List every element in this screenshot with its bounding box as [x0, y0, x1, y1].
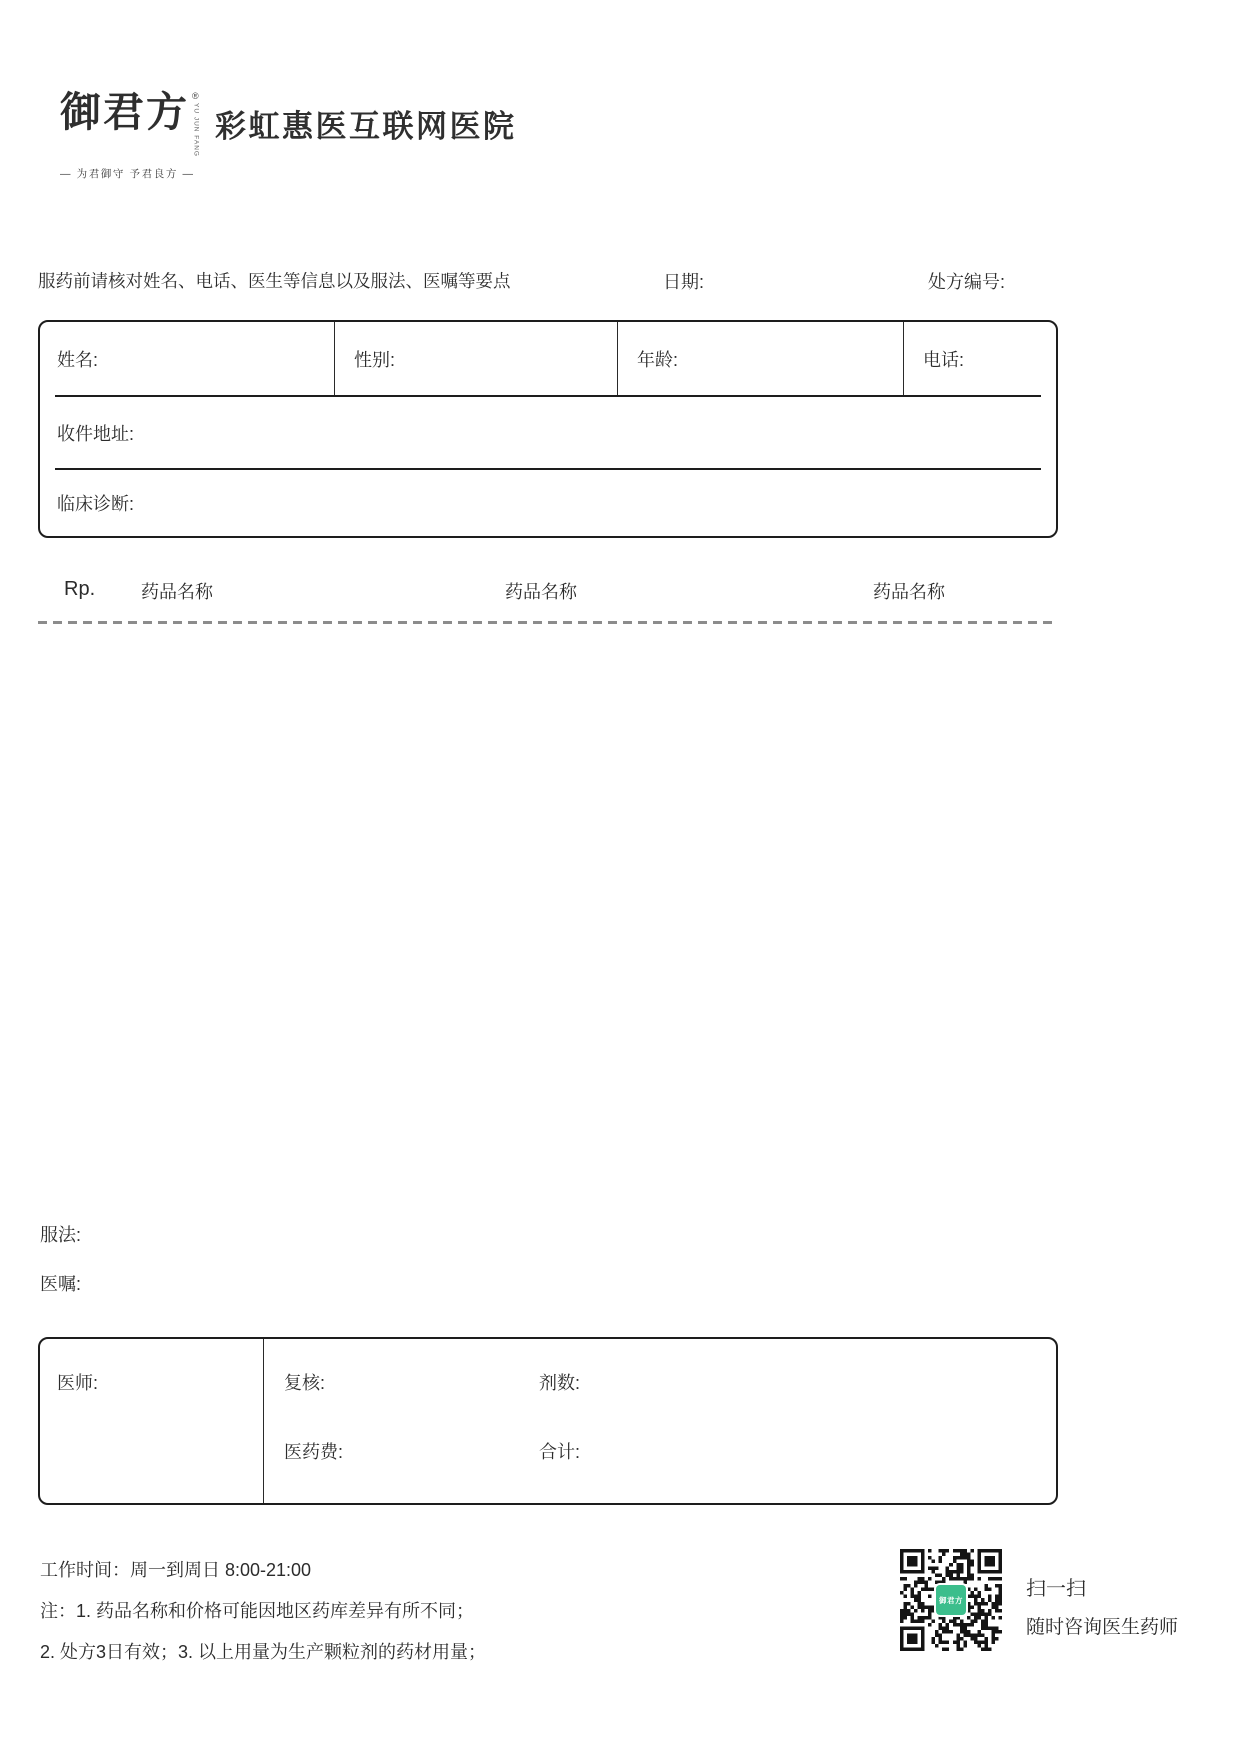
doses-field: [539, 1369, 580, 1395]
drug-name-column-header: 药品名称: [141, 582, 213, 602]
qr-code: [900, 1549, 1002, 1651]
footer-note-1: 注：1. 药品名称和价格可能因地区药库差异有所不同；: [40, 1601, 475, 1621]
scan-subtitle: 随时咨询医生药师: [1026, 1617, 1179, 1638]
brand-vertical-text: YU JUN FANG: [192, 103, 200, 157]
brand-tagline: — 为君御守 予君良方 —: [60, 167, 195, 180]
gender-label: 性别:: [354, 349, 396, 370]
working-hours: 工作时间：周一到周日 8:00-21:00: [40, 1560, 312, 1580]
review-label: 复核:: [284, 1373, 326, 1393]
brand-logo: [60, 88, 210, 181]
scan-title: 扫一扫: [1026, 1578, 1086, 1600]
date-label: 日期:: [663, 272, 705, 292]
age-label: 年龄:: [637, 349, 679, 370]
physician-label: 医师:: [57, 1373, 99, 1393]
registered-trademark-icon: ®: [192, 91, 199, 101]
hospital-name: 彩虹惠医互联网医院: [215, 109, 517, 144]
usage-label: 服法:: [40, 1225, 82, 1245]
brand-name: 御君方: [60, 88, 189, 136]
phone-field: [903, 322, 1056, 395]
diagnosis-field: [40, 470, 1056, 536]
age-field: [617, 322, 903, 395]
gender-field: [334, 322, 617, 395]
total-field: [539, 1438, 580, 1464]
signoff-box: [38, 1337, 1058, 1505]
review-doses-row: [264, 1369, 1056, 1395]
total-label: 合计:: [539, 1442, 581, 1462]
drug-name-column-header: 药品名称: [873, 582, 945, 602]
patient-row-basic: [40, 322, 1056, 395]
notice-row: [0, 268, 1240, 292]
rp-header-row: [0, 578, 1240, 604]
dashed-separator: [38, 621, 1058, 624]
address-label: 收件地址:: [57, 423, 135, 444]
phone-label: 电话:: [923, 349, 965, 370]
review-field: [264, 1369, 539, 1395]
patient-info-box: [38, 320, 1058, 538]
rp-label: Rp.: [64, 578, 96, 600]
footer-note-2: 2. 处方3日有效；3. 以上用量为生产颗粒剂的药材用量；: [40, 1642, 487, 1662]
diagnosis-label: 临床诊断:: [57, 494, 135, 514]
name-field: [40, 322, 334, 395]
advice-label: 医嘱:: [40, 1274, 82, 1294]
qr-center-logo: 御君方: [936, 1585, 966, 1615]
rx-number-label: 处方编号:: [928, 272, 1006, 292]
drug-name-column-header: 药品名称: [505, 582, 577, 602]
fee-field: [264, 1438, 539, 1464]
doses-label: 剂数:: [539, 1373, 581, 1393]
notice-text: 服药前请核对姓名、电话、医生等信息以及服法、医嘱等要点: [38, 271, 511, 291]
fee-total-row: [264, 1438, 1056, 1464]
name-label: 姓名:: [57, 349, 99, 370]
physician-field: [40, 1339, 264, 1503]
address-field: [40, 397, 1056, 468]
fee-label: 医药费:: [284, 1442, 344, 1462]
